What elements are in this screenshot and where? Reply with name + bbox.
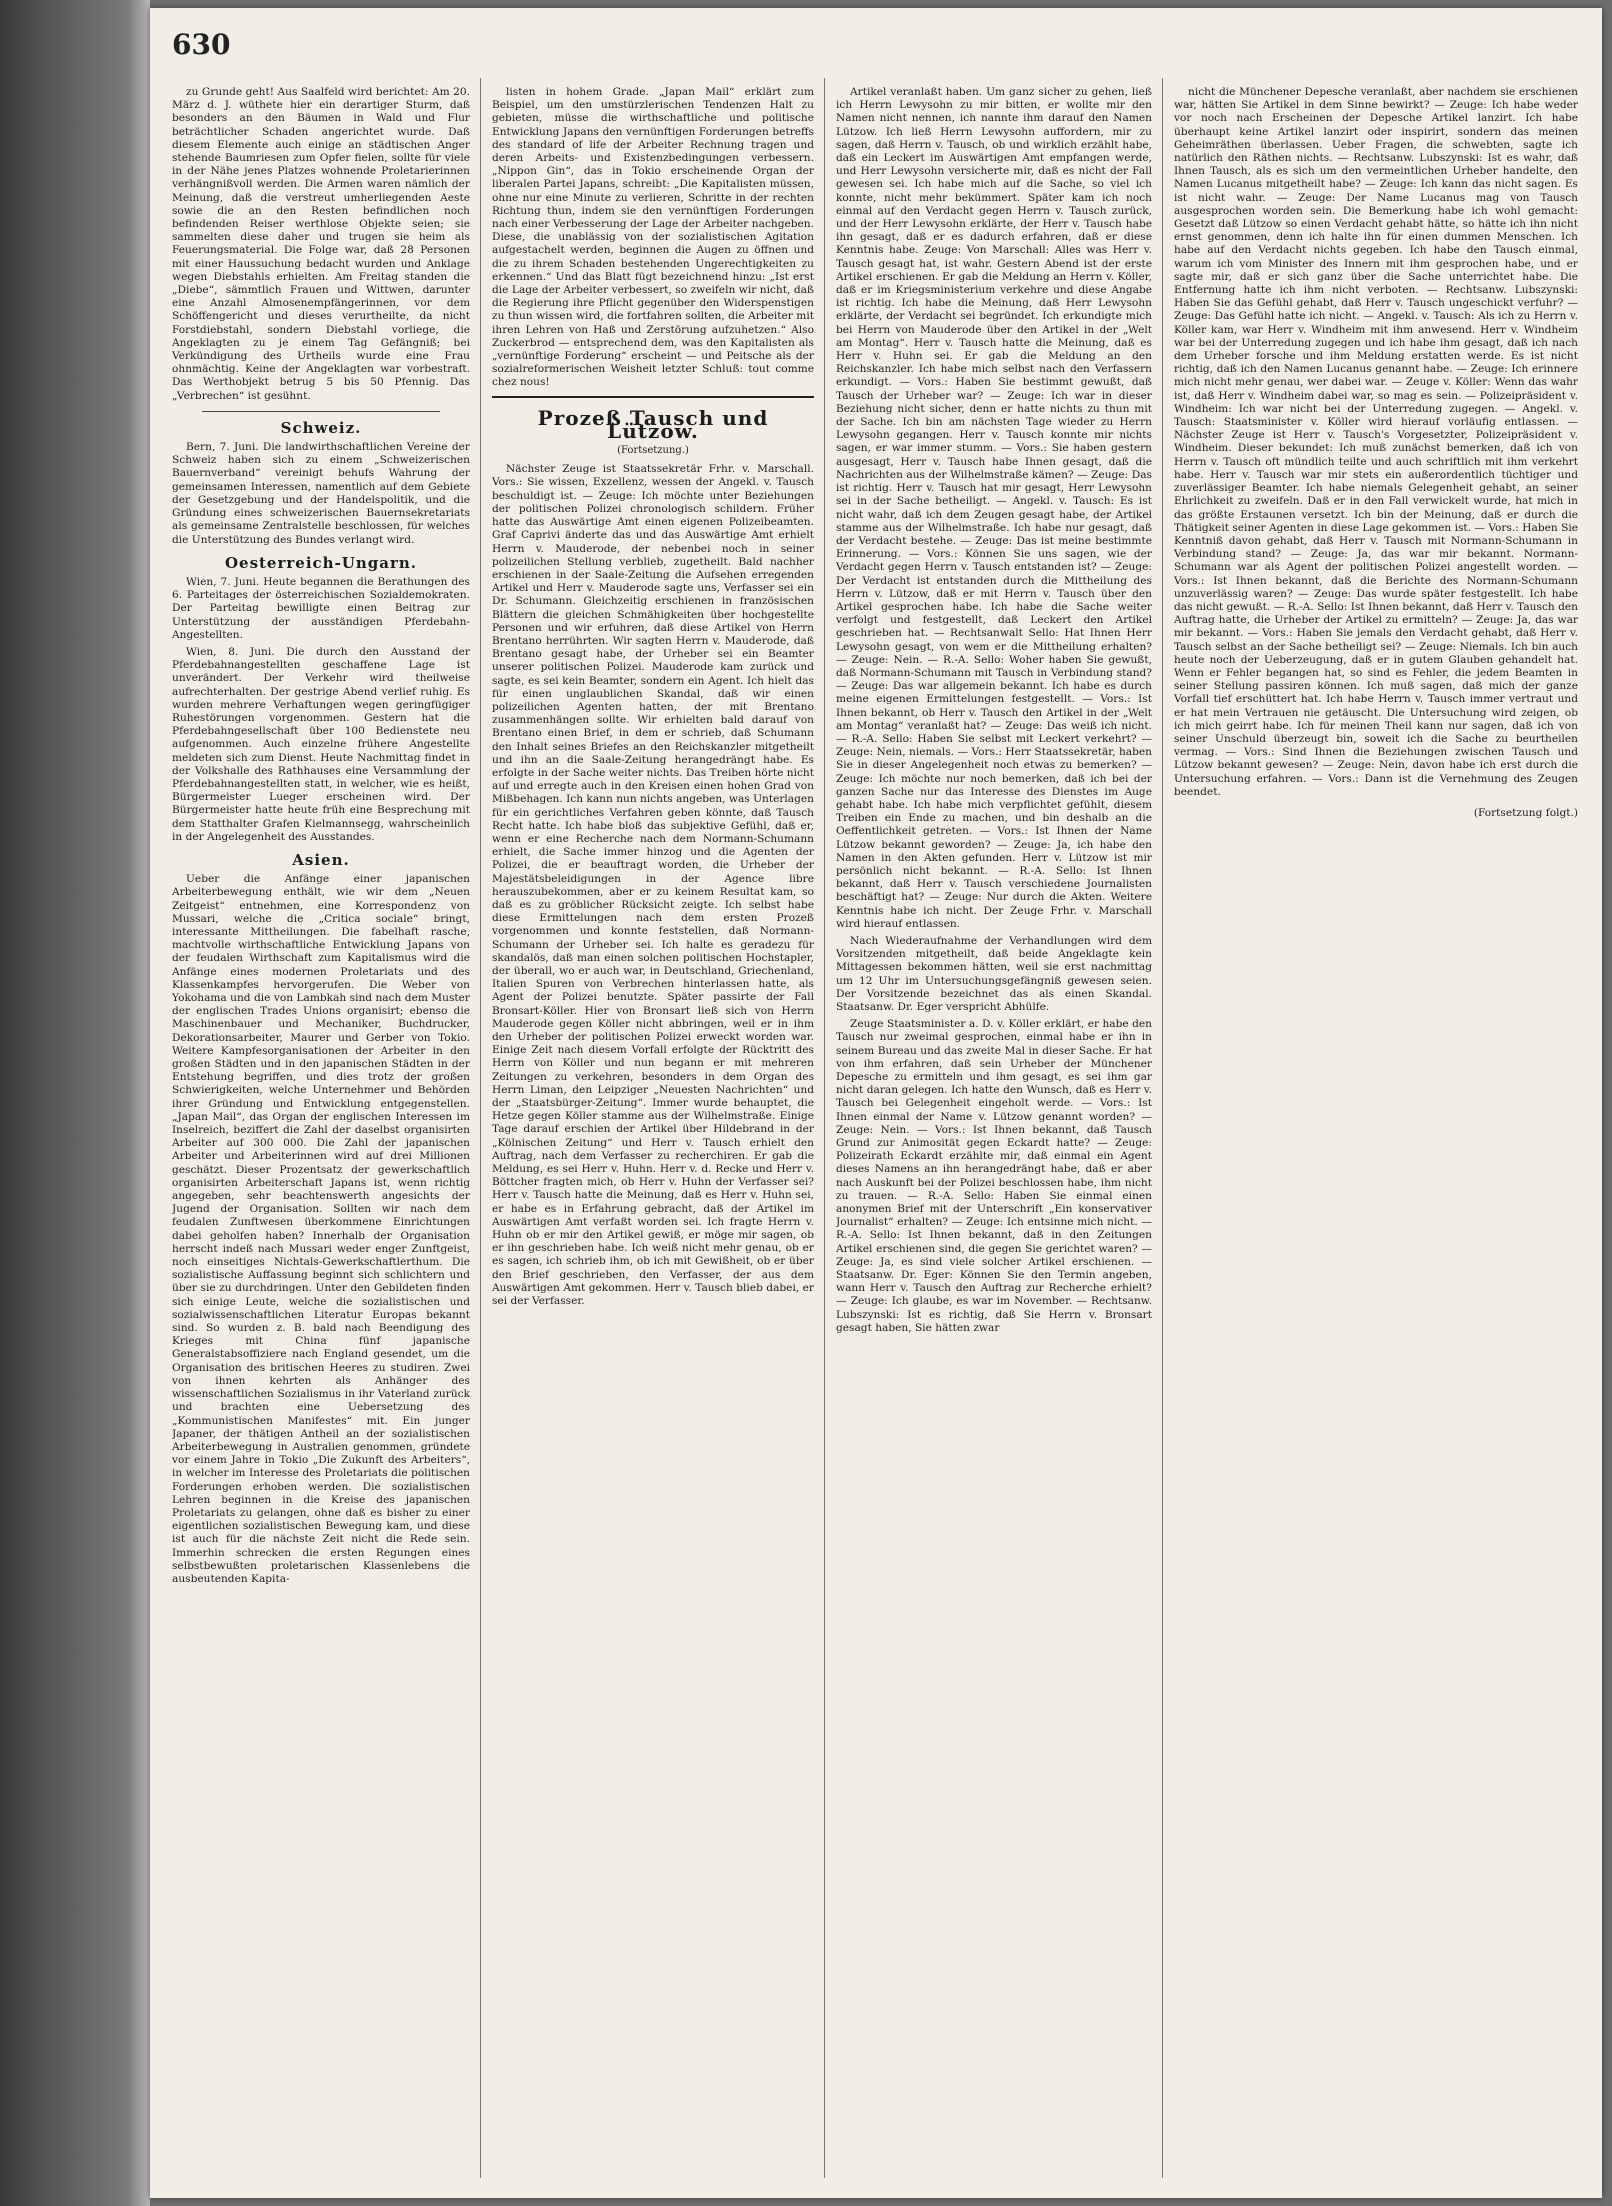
section-rule	[492, 396, 814, 398]
article-wien-7: Wien, 7. Juni. Heute begannen die Berathungen des 6. Parteitages der österreichischen Sozialdemokraten. Der Parteitag bewilligte einen Beitrag zur Unterstützung der ausständigen Pferdebahn-Angestellten.	[172, 575, 470, 641]
section-heading-asien: Asien.	[292, 850, 350, 869]
trial-report-koeller: Zeuge Staatsminister a. D. v. Köller erklärt, er habe den Tausch nur zweimal gesprochen, einmal habe er ihn in seinem Bureau und das zweite Mal in dieser Sache. Er hat von ihm erfahren, daß sein Urheber der Münchener Depesche zu ermitteln und ihm gesagt, es sei ihm gar nicht daran gelegen. Ich hatte den Wunsch, daß es Herr v. Tausch bei Gelegenheit eingeholt werde. — Vors.: Ist Ihnen einmal der Name v. Lützow genannt worden? — Zeuge: Nein. — Vors.: Ist Ihnen bekannt, daß Tausch Grund zur Animosität gegen Eckardt hatte? — Zeuge: Polizeirath Eckardt erzählte mir, daß einmal ein Agent dieses Namens an ihn herangedrängt habe, daß er aber nach Auskunft bei der Polizei beschlossen habe, ihm nicht zu trauen. — R.-A. Sello: Haben Sie einmal einen anonymen Brief mit der Unterschrift „Ein konservativer Journalist“ erhalten? — Zeuge: Ich entsinne mich nicht. — R.-A. Sello: Ist Ihnen bekannt, daß in den Zeitungen Artikel erschienen sind, die gegen Sie gerichtet waren? — Zeuge: Ja, es sind viele solcher Artikel erschienen. — Staatsanw. Dr. Eger: Können Sie den Termin angeben, wann Herr v. Tausch den Auftrag zur Recherche erhielt? — Zeuge: Ich glaube, es war im November. — Rechtsanw. Lubszynski: Ist es richtig, daß Sie Herrn v. Bronsart gesagt haben, Sie hätten zwar	[836, 1018, 1152, 1334]
article-wien-8: Wien, 8. Juni. Die durch den Ausstand der Pferdebahnangestellten geschaffene Lage ist unverändert. Der Verkehr wird theilweise aufrechterhalten. Der gestrige Abend verlief ruhig. Es wurden mehrere Verhaftungen wegen geringfügiger Ruhestörungen vorgenommen. Gestern hat die Pferdebahngesellschaft über 100 Bedienstete neu aufgenommen. Auch einzelne frühere Angestellte meldeten sich zum Dienst. Heute Nachmittag findet in der Volkshalle des Rathhauses eine Versammlung der Pferdebahnangestellten statt, in welcher, wie es heißt, Bürgermeister Lueger erscheinen wird. Der Bürgermeister hatte heute früh eine Besprechung mit dem Statthalter Grafen Kielmannsegg, wahrscheinlich in der Angelegenheit des Ausstandes.	[172, 645, 470, 843]
book-binding-spine	[0, 0, 150, 2206]
trial-report-part-3: nicht die Münchener Depesche veranlaßt, aber nachdem sie erschienen war, hätten Sie Artikel in dem Sinne bewirkt? — Zeuge: Ich habe weder vor noch nach Erscheinen der Depesche Artikel lanzirt. Ich habe überhaupt keine Artikel lanzirt oder inspirirt, sondern das meinen Geheimräthen überlassen. Ueber Fragen, die schwebten, sagte ich natürlich den Räthen nichts. — Rechtsanw. Lubszynski: Ist es wahr, daß Ihnen Tausch, als es sich um den vermeintlichen Urheber handelte, den Namen Lucanus mitgetheilt habe? — Zeuge: Ich kann das nicht sagen. Es ist nicht wahr. — Zeuge: Der Name Lucanus mag von Tausch ausgesprochen worden sein. Die Bemerkung habe ich wohl gemacht: Gesetzt daß Lützow so einen Verdacht gehabt hätte, so hätte ich ihn nicht ernst genommen, denn ich halte ihn für einen dummen Menschen. Ich habe auf den Verdacht nichts gegeben. Ich habe den Tausch einmal, warum ich vom Minister des Innern mit ihm gesprochen habe, und er sagte mir, daß er sich ganz über die Sache unterrichtet habe. Die Entfernung hatte ich ihm nicht verboten. — Rechtsanw. Lubszynski: Haben Sie das Gefühl gehabt, daß Herr v. Tausch ungeschickt verfuhr? — Zeuge: Das Gefühl hatte ich nicht. — Angekl. v. Tausch: Als ich zu Herrn v. Köller kam, war Herr v. Windheim mit ihm anwesend. Herr v. Windheim war bei der Unterredung zugegen und ich habe ihm gesagt, daß ich nach dem Urheber forsche und ihm Meldung erstatten werde. Es ist nicht richtig, daß ich den Namen Lucanus genannt habe. — Zeuge: Ich erinnere mich nicht mehr genau, wer dabei war. — Zeuge v. Köller: Wenn das wahr ist, daß Herr v. Windheim dabei war, so mag es sein. — Polizeipräsident v. Windheim: Ich war nicht bei der Unterredung zugegen. — Angekl. v. Tausch: Staatsminister v. Köller wird hierauf vorläufig entlassen. — Nächster Zeuge ist Herr v. Tausch's Vorgesetzter, Polizeipräsident v. Windheim. Dieser bekundet: Ich muß zunächst bemerken, daß ich von Herrn v. Tausch oft mündlich teilte und auch schriftlich mit ihm verkehrt habe. Herr v. Tausch war mir stets ein außerordentlich tüchtiger und zuverlässiger Beamter. Ich habe niemals Gelegenheit gehabt, an seiner Ehrlichkeit zu zweifeln. Daß er in den Fall verwickelt wurde, hat mich in das größte Erstaunen versetzt. Ich bin der Meinung, daß er durch die Thätigkeit seiner Agenten in diese Lage gekommen ist. — Vors.: Haben Sie Kenntniß davon gehabt, daß Herr v. Tausch mit Normann-Schumann in Verbindung stand? — Zeuge: Ja, das war mir bekannt. Normann-Schumann war als Agent der politischen Polizei angestellt worden. — Vors.: Ist Ihnen bekannt, daß die Berichte des Normann-Schumann unzuverlässig waren? — Zeuge: Das wurde später festgestellt. Ich habe das nicht gewußt. — R.-A. Sello: Ist Ihnen bekannt, daß Herr v. Tausch den Auftrag hatte, die Urheber der Artikel zu ermitteln? — Zeuge: Ja, das war mir bekannt. — Vors.: Haben Sie jemals den Verdacht gehabt, daß Herr v. Tausch selbst an der Sache betheiligt sei? — Zeuge: Niemals. Ich bin auch heute noch der Ueberzeugung, daß er in gutem Glauben gehandelt hat. Wenn er Fehler begangen hat, so sind es Fehler, die jedem Beamten in seiner Stellung passiren können. Ich muß sagen, daß mich der ganze Vorfall tief erschüttert hat. Ich habe Herrn v. Tausch immer vertraut und er hat mein Vertrauen nie getäuscht. Die Untersuchung wird zeigen, ob ich mich geirrt habe. Ich für meinen Theil kann nur sagen, daß ich von seiner Unschuld überzeugt bin, soweit ich die Sache zu beurtheilen vermag. — Vors.: Sind Ihnen die Beziehungen zwischen Tausch und Lützow bekannt gewesen? — Zeuge: Nein, davon habe ich erst durch die Untersuchung erfahren. — Vors.: Dann ist die Vernehmung des Zeugen beendet.	[1174, 86, 1578, 798]
to-be-continued: (Fortsetzung folgt.)	[1473, 806, 1578, 819]
section-heading-oesterreich: Oesterreich-Ungarn.	[224, 553, 418, 572]
column-4	[1174, 86, 1578, 2174]
column-divider	[1162, 78, 1163, 2178]
article-japan-continued: listen in hohem Grade. „Japan Mail“ erklärt zum Beispiel, um den umstürzlerischen Tendenzen Halt zu gebieten, müsse die wirthschaftliche und politische Entwicklung Japans den vernünftigen Forderungen betreffs des standard of life der Arbeiter Rechnung tragen und deren Arbeits- und Existenzbedingungen verbessern. „Nippon Gin“, das in Tokio erscheinende Organ der liberalen Partei Japans, schreibt: „Die Kapitalisten müssen, ohne nur eine Minute zu verlieren, Schritte in der rechten Richtung thun, indem sie den vernünftigen Forderungen nach einer Verbesserung der Lage der Arbeiter nachgeben. Diese, die unablässig von der sozialistischen Agitation aufgestachelt werden, beginnen die Augen zu öffnen und die zu ihrem Schaden bestehenden Ungerechtigkeiten zu erkennen.“ Und das Blatt fügt bezeichnend hinzu: „Ist erst die Lage der Arbeiter verbessert, so zweifeln wir nicht, daß die Regierung ihre Pflicht gegenüber den Widerspenstigen zu thun wissen wird, die fortfahren sollten, die Arbeiter mit ihren Lehren von Haß und Zerstörung aufzuhetzen.“ Also Zuckerbrod — entsprechend dem, was den Kapitalisten als „vernünftige Forderung“ erscheint — und Peitsche als der sozialreformerischen Weisheit letzter Schluß: tout comme chez nous!	[492, 86, 814, 389]
section-heading-prozess: Prozeß Tausch und Lützow.	[537, 405, 769, 443]
section-heading-schweiz: Schweiz.	[280, 418, 362, 437]
trial-report-part-1: Nächster Zeuge ist Staatssekretär Frhr. v. Marschall. Vors.: Sie wissen, Exzellenz, wessen der Angekl. v. Tausch beschuldigt ist. — Zeuge: Ich möchte unter Beziehungen der politischen Polizei chronologisch schildern. Früher hatte das Auswärtige Amt einen eigenen Polizeibeamten. Graf Caprivi änderte das und das Auswärtige Amt erhielt Herrn v. Mauderode, der nebenbei noch in seiner polizeilichen Stellung verblieb, zugetheilt. Bald nachher erschienen in der Saale-Zeitung die Aufsehen erregenden Artikel und Herr v. Mauderode sagte uns, Verfasser sei ein Dr. Schumann. Gleichzeitig erschienen in französischen Blättern die gleichen Schmähigkeiten über hochgestellte Personen und wir erfuhren, daß diese Artikel von Herrn Brentano herrührten. Wir sagten Herrn v. Mauderode, daß Brentano gesagt habe, der Urheber sei ein Beamter unserer politischen Polizei. Mauderode kam zurück und sagte, es sei kein Beamter, sondern ein Agent. Ich hielt das für einen unglaublichen Skandal, daß wir einen polizeilichen Agenten hatten, der mit Brentano zusammenhängen sollte. Wir erhielten bald darauf von Brentano einen Brief, in dem er schrieb, daß Schumann den Inhalt seines Briefes an den Reichskanzler mitgetheilt und ihn an die Saale-Zeitung herangedrängt habe. Es erfolgte in der Sache weiter nichts. Das Treiben hörte nicht auf und erregte auch in den Kreisen einen hohen Grad von Mißbehagen. Ich kann nun nichts angeben, was Unterlagen für ein gerichtliches Verfahren geben könnte, daß Tausch Recht hatte. Ich habe bloß das subjektive Gefühl, daß er, wenn er eine Recherche nach dem Normann-Schumann erhielt, die Sache immer hinzog und die Agenten der Polizei, die er beauftragt worden, die Urheber der Majestätsbeleidigungen in der Agence libre herauszubekommen, aber er zu keinem Resultat kam, so daß es zu gröblicher Rücksicht zeigte. Ich selbst habe diese Ermittelungen nach dem ersten Prozeß vorgenommen und konnte feststellen, daß Normann-Schumann der Urheber sei. Ich halte es geradezu für skandalös, daß man einen solchen politischen Hochstapler, der überall, wo er auch war, in Deutschland, Griechenland, Italien Spuren von Verbrechen hinterlassen hatte, als Agent der Polizei benutzte. Später passirte der Fall Bronsart-Köller. Hier von Bronsart ließ sich von Herrn Mauderode gegen Köller nicht abbringen, weil er in ihm den Urheber der politischen Polizei erweckt worden war. Einige Zeit nach diesem Vorfall erfolgte der Rücktritt des Herrn von Köller und nun begann er mit mehreren Zeitungen zu verkehren, besonders in dem Organ des Herrn Liman, den Leipziger „Neuesten Nachrichten“ und der „Staatsbürger-Zeitung“. Immer wurde behauptet, die Hetze gegen Köller stamme aus der Wilhelmstraße. Einige Tage darauf erschien der Artikel über Hildebrand in der „Kölnischen Zeitung“ und Herr v. Tausch erhielt den Auftrag, nach dem Verfasser zu recherchiren. Er gab die Meldung, es sei Herr v. Huhn. Herr v. d. Recke und Herr v. Böttcher fragten mich, ob Herr v. Huhn der Verfasser sei? Herr v. Tausch hatte die Meinung, daß es Herr v. Huhn sei, er habe es in Erfahrung gebracht, daß der Artikel im Auswärtigen Amt verfaßt worden sei. Ich fragte Herrn v. Huhn ob er mir den Artikel gewiß, er möge mir sagen, ob er ihn geschrieben habe. Ich weiß nicht mehr genau, ob er es sagen, ich schrieb ihm, ob ich mit Gewißheit, ob er über den Brief geschrieben, den Verfasser, der aus dem Auswärtigen Amt gekommen. Herr v. Tausch blieb dabei, er sei der Verfasser.	[492, 463, 814, 1308]
section-rule	[202, 411, 440, 412]
column-2	[492, 86, 814, 2174]
article-saalfeld: zu Grunde geht! Aus Saalfeld wird berichtet: Am 20. März d. J. wüthete hier ein derartiger Sturm, daß besonders an den Bäumen in Wald und Flur beträchtlicher Schaden angerichtet wurde. Daß diesem Elemente auch einige an städtischen Anger stehende Baumriesen zum Opfer fielen, sollte für viele in der Nähe jenes Platzes wohnende Proletarierinnen verhängnißvoll werden. Die Armen waren nämlich der Meinung, daß die verstreut umherliegenden Aeste sowie die an den Resten befindlichen noch befindenden Reiser werthlose Objekte seien; sie sammelten diese daher und trugen sie heim als Feuerungsmaterial. Die Folge war, daß 28 Personen mit einer Haussuchung bedacht wurden und Anklage wegen Diebstahls erhielten. Am Freitag standen die „Diebe“, sämmtlich Frauen und Wittwen, darunter eine Anzahl Almosenempfängerinnen, vor dem Schöffengericht und dieses verurtheilte, da nicht Forstdiebstahl, sondern Diebstahl vorliege, die Angeklagten zu je einem Tag Gefängniß; bei Verkündigung des Urtheils wurde eine Frau ohnmächtig. Keine der Angeklagten war vorbestraft. Das Werthobjekt betrug 5 bis 50 Pfennig. Das „Verbrechen“ ist gesühnt.	[172, 86, 470, 402]
article-japan: Ueber die Anfänge einer japanischen Arbeiterbewegung enthält, wie wir dem „Neuen Zeitgeist“ entnehmen, eine Korrespondenz von Mussari, welche die „Critica sociale“ bringt, interessante Mittheilungen. Die fabelhaft rasche, machtvolle wirthschaftliche Entwicklung Japans von der feudalen Wirthschaft zum Kapitalismus wird die Anfänge eines modernen Proletariats und des Klassenkampfes hervorgerufen. Die Weber von Yokohama und die von Lambkah sind nach dem Muster der englischen Trades Unions organisirt; ebenso die Maschinenbauer und Mechaniker, Buchdrucker, Dekorationsarbeiter, Maurer und Gerber von Tokio. Weitere Kampfesorganisationen der Arbeiter in den großen Städten und in den japanischen Städten in der Entstehung begriffen, und dies trotz der großen Schwierigkeiten, welche Unternehmer und Behörden ihrer Gründung und Entwicklung entgegenstellen. „Japan Mail“, das Organ der englischen Interessen im Inselreich, beziffert die Zahl der daselbst organisirten Arbeiter auf 300 000. Die Zahl der japanischen Arbeiter und Arbeiterinnen wird auf drei Millionen geschätzt. Dieser Prozentsatz der gewerkschaftlich organisirten Arbeiterschaft Japans ist, wenn richtig angegeben, sehr beachtenswerth angesichts der Jugend der Organisation. Sollten wir nach dem feudalen Zunftwesen überkommene Einrichtungen dabei geholfen haben? Innerhalb der Organisation herrscht indeß nach Mussari weder enger Zunftgeist, noch einseitiges Nichtals-Gewerkschaftlerthum. Die sozialistische Auffassung beginnt sich schlichtern und über sie zu durchdringen. Unter den Gebildeten finden sich einige Leute, welche die sozialistischen und sozialwissenschaftlichen Literatur Europas bekannt sind. So wurden z. B. bald nach Beendigung des Krieges mit China fünf japanische Generalstabsoffiziere nach England gesendet, um die Organisation des britischen Heeres zu studiren. Zwei von ihnen kehrten als Anhänger des wissenschaftlichen Sozialismus in ihr Vaterland zurück und brachten eine Uebersetzung des „Kommunistischen Manifestes“ mit. Ein junger Japaner, der thätigen Antheil an der sozialistischen Arbeiterbewegung in Australien genommen, gründete vor einem Jahre in Tokio „Die Zukunft des Arbeiters“, in welcher im Interesse des Proletariats die politischen Forderungen erhoben werden. Die sozialistischen Lehren beginnen in die Kreise des japanischen Proletariats zu gelangen, ohne daß es bisher zu einer eigentlichen sozialistischen Bewegung kam, und diese ist auch für die nächste Zeit nicht die Rede sein. Immerhin schrecken die ersten Regungen eines selbstbewußten proletarischen Klassenlebens die ausbeutenden Kapita-	[172, 873, 470, 1585]
column-divider	[824, 78, 825, 2178]
column-divider	[480, 78, 481, 2178]
continuation-note: (Fortsetzung.)	[617, 445, 689, 457]
page-number: 630	[172, 28, 231, 61]
column-3	[836, 86, 1152, 2174]
trial-report-part-2: Artikel veranlaßt haben. Um ganz sicher zu gehen, ließ ich Herrn Lewysohn zu mir bitten, er wollte mir den Namen nicht nennen, ich nannte ihm darauf den Namen Lützow. Ich ließ Herrn Lewysohn auffordern, mir zu sagen, daß Herrn v. Tausch, ob und wirklich erzählt habe, daß ein Leckert im Auswärtigen Amt empfangen werde, und Herr Lewysohn versicherte mir, daß es nicht der Fall gewesen sei. Ich habe mich auf die Sache, so viel ich konnte, nicht mehr bekümmert. Später kam ich noch einmal auf den Verdacht gegen Herrn v. Tausch zurück, und der Herr Lewysohn erklärte, der Herr v. Tausch habe ihn gesagt, daß er es dadurch erfahren, daß er diese Kenntnis habe. Zeuge: Von Marschall: Alles was Herr v. Tausch gesagt hat, ist wahr. Gestern Abend ist der erste Artikel erschienen. Er gab die Meldung an Herrn v. Köller, daß er im Kriegsministerium verkehre und diese Angabe ist richtig. Ich habe die Meinung, daß Herr Lewysohn erklärte, der Verdacht sei begründet. Ich erkundigte mich bei Herrn von Mauderode über den Artikel in der „Welt am Montag“. Herr v. Tausch hatte die Meinung, daß es Herr v. Huhn sei. Er gab die Meldung an den Reichskanzler. Ich habe mich selbst nach den Verfassern erkundigt. — Vors.: Haben Sie bestimmt gewußt, daß Tausch der Urheber war? — Zeuge: Ich war in dieser Beziehung nicht sicher, denn er hatte nichts zu thun mit der Sache. Ich bin am nächsten Tage wieder zu Herrn Lewysohn gegangen. Herr v. Tausch konnte mir nichts sagen, er war immer stumm. — Vors.: Sie haben gestern ausgesagt, Herr v. Tausch habe Ihnen gesagt, daß die Nachrichten aus der Wilhelmstraße kämen? — Zeuge: Das ist richtig. Herr v. Tausch hat mir gesagt, Herr Lewysohn sei in der Sache betheiligt. — Angekl. v. Tausch: Es ist nicht wahr, daß ich dem Zeugen gesagt habe, der Artikel stamme aus der Wilhelmstraße. Ich habe nur gesagt, daß der Verdacht bestehe. — Zeuge: Das ist meine bestimmte Erinnerung. — Vors.: Können Sie uns sagen, wie der Verdacht gegen Herrn v. Tausch entstanden ist? — Zeuge: Der Verdacht ist entstanden durch die Mittheilung des Herrn v. Lützow, daß er mit Herrn v. Tausch über den Artikel gesprochen habe. Ich habe die Sache weiter verfolgt und festgestellt, daß Leckert den Artikel geschrieben hat. — Rechtsanwalt Sello: Hat Ihnen Herr Lewysohn gesagt, von wem er die Mittheilung erhalten? — Zeuge: Nein. — R.-A. Sello: Woher haben Sie gewußt, daß Normann-Schumann mit Tausch in Verbindung stand? — Zeuge: Das war allgemein bekannt. Ich habe es durch meine eigenen Ermittelungen festgestellt. — Vors.: Ist Ihnen bekannt, ob Herr v. Tausch den Artikel in der „Welt am Montag“ veranlaßt hat? — Zeuge: Das weiß ich nicht. — R.-A. Sello: Haben Sie selbst mit Leckert verkehrt? — Zeuge: Nein, niemals. — Vors.: Herr Staatssekretär, haben Sie in dieser Angelegenheit noch etwas zu bemerken? — Zeuge: Ich möchte nur noch bemerken, daß ich bei der ganzen Sache nur das Interesse des Dienstes im Auge gehabt habe. Ich habe mich verpflichtet gefühlt, diesem Treiben ein Ende zu machen, und bin deshalb an die Oeffentlichkeit getreten. — Vors.: Ist Ihnen der Name Lützow bekannt geworden? — Zeuge: Ja, ich habe den Namen in den Akten gefunden. Herr v. Lützow ist mir persönlich nicht bekannt. — R.-A. Sello: Ist Ihnen bekannt, daß Herr v. Tausch verschiedene Journalisten beschäftigt hat? — Zeuge: Nur durch die Akten. Weitere Kenntnis habe ich nicht. Der Zeuge Frhr. v. Marschall wird hierauf entlassen.	[836, 86, 1152, 930]
article-bern: Bern, 7. Juni. Die landwirthschaftlichen Vereine der Schweiz haben sich zu einem „Schweizerischen Bauernverband“ vereinigt behufs Wahrung der gemeinsamen Interessen, namentlich auf dem Gebiete der Gesetzgebung und der Handelspolitik, und die Gründung eines schweizerischen Bauernsekretariats als gemeinsame Zentralstelle beschlossen, für welches die Unterstützung des Bundes verlangt wird.	[172, 441, 470, 546]
newspaper-page	[150, 8, 1602, 2198]
column-1	[172, 86, 470, 2174]
trial-report-recess: Nach Wiederaufnahme der Verhandlungen wird dem Vorsitzenden mitgetheilt, daß beide Angeklagte kein Mittagessen bekommen hätten, weil sie erst nachmittag um 12 Uhr im Untersuchungsgefängniß gewesen seien. Der Vorsitzende bezeichnet das als einen Skandal. Staatsanw. Dr. Eger verspricht Abhülfe.	[836, 935, 1152, 1014]
